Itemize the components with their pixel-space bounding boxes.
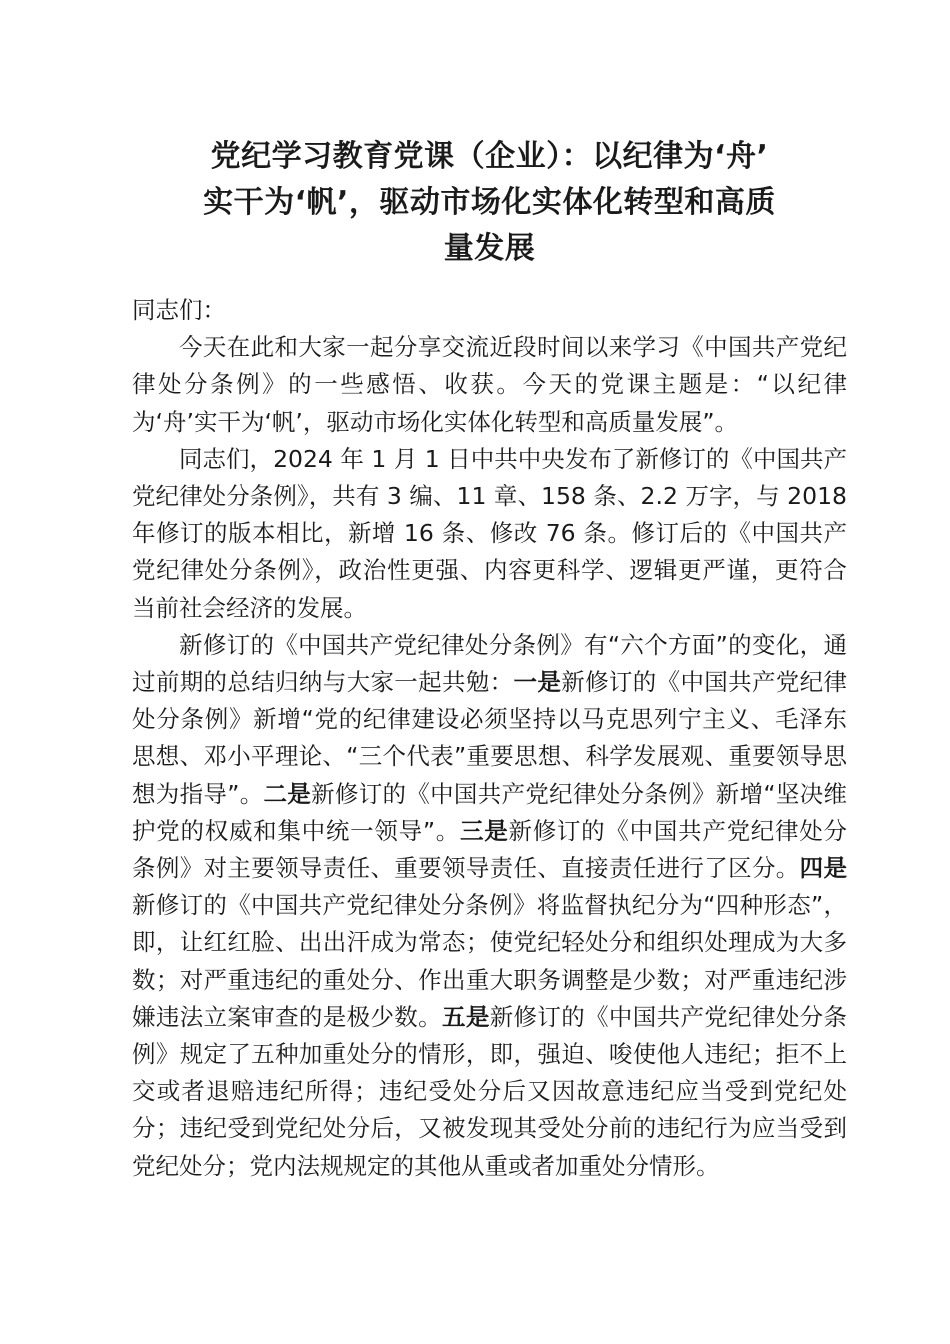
six-changes-intro: 新修订的《中国共产党纪律处分条例》有“六个方面”的变化，通过前期的总结归纳与大家一起共勉： — [132, 630, 847, 697]
document-body — [132, 292, 847, 1185]
paragraph-revision-facts: 同志们，2024 年 1 月 1 日中共中央发布了新修订的《中国共产党纪律处分条例》，共有 3 编、11 章、158 条、2.2 万字，与 2018 年修订的版本相比，新增 16 条、修改 76 条。修订后的《中国共产党纪律处分条例》，政治性更强、内容更科学、逻辑更严谨，更符合当前社会经济的发展。 — [132, 444, 847, 622]
document-title — [132, 134, 847, 272]
salutation: 同志们： — [132, 296, 226, 324]
point-text: 新修订的《中国共产党纪律处分条例》对主要领导责任、重要领导责任、直接责任进行了区分。 — [132, 816, 848, 883]
paragraph-six-changes — [132, 627, 847, 1185]
title-line: 实干为‘帆’，驱动市场化实体化转型和高质 — [203, 185, 776, 220]
point-label: 一是 — [513, 668, 562, 697]
point-text: 新修订的《中国共产党纪律处分条例》规定了五种加重处分的情形，即，强迫、唆使他人违纪；拒不上交或者退赔违纪所得；违纪受处分后又因故意违纪应当受到党纪处分；违纪受到党纪处分后，又被发现其受处分前的违纪行为应当受到党纪处分；党内法规规定的其他从重或者加重处分情形。 — [132, 1002, 848, 1180]
point-text: 新修订的《中国共产党纪律处分条例》新增“坚决维护党的权威和集中统一领导”。 — [132, 779, 847, 845]
point-label: 三是 — [459, 816, 509, 845]
title-line: 党纪学习教育党课（企业）：以纪律为‘舟’ — [210, 139, 769, 174]
paragraph-intro: 今天在此和大家一起分享交流近段时间以来学习《中国共产党纪律处分条例》的一些感悟、收获。今天的党课主题是：“以纪律为‘舟’实干为‘帆’，驱动市场化实体化转型和高质量发展”。 — [132, 333, 847, 436]
point-label: 五是 — [441, 1002, 490, 1031]
point-label: 二是 — [263, 779, 312, 808]
point-text: 新修订的《中国共产党纪律处分条例》新增“党的纪律建设必须坚持以马克思列宁主义、毛泽东思想、邓小平理论、“三个代表”重要思想、科学发展观、重要领导思想为指导”。 — [132, 668, 848, 808]
point-text: 新修订的《中国共产党纪律处分条例》将监督执纪分为“四种形态”，即，让红红脸、出出汗成为常态；使党纪轻处分和组织处理成为大多数；对严重违纪的重处分、作出重大职务调整是少数；对严重违纪涉嫌违法立案审查的是极少数。 — [132, 891, 847, 1031]
point-label: 四是 — [799, 854, 848, 883]
title-line: 量发展 — [443, 231, 536, 266]
